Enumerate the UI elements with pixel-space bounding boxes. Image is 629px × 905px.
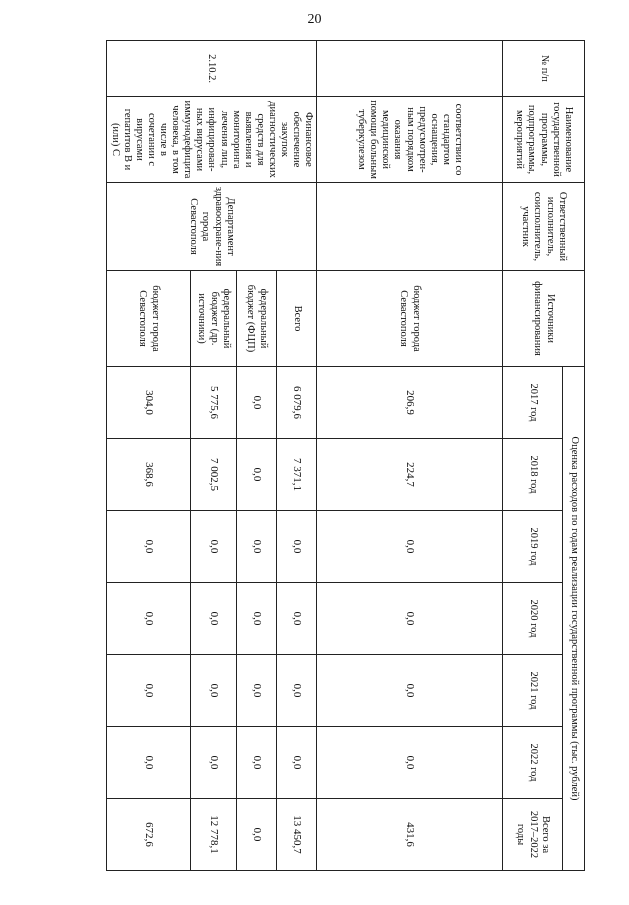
cont-value-2018: 224,7 [317,439,503,511]
header-source: Источники финансирования [503,271,585,367]
header-year-2021: 2021 год [503,655,563,727]
item-value: 7 371,1 [277,439,317,511]
cont-executor [317,183,503,271]
item-value: 0,0 [277,511,317,583]
cont-source: бюджет города Севастополя [317,271,503,367]
header-no: № п/п [503,41,585,97]
item-value: 0,0 [277,727,317,799]
item-value: 7 002,5 [191,439,237,511]
item-value: 0,0 [191,655,237,727]
header-total: Всего за 2017–2022 годы [503,799,563,871]
item-source-3: бюджет города Севастополя [106,271,190,367]
header-year-2019: 2019 год [503,511,563,583]
cont-value-2017: 206,9 [317,367,503,439]
header-name: Наименование государственной программы, подпрограммы, мероприятий [503,97,585,183]
item-value: 0,0 [237,727,277,799]
item-value: 0,0 [106,655,190,727]
item-executor: Департамент здравоохране-ния города Севастополя [106,183,316,271]
financing-table [106,40,585,871]
cont-value-2022: 0,0 [317,727,503,799]
item-source-0: Всего [277,271,317,367]
header-year-2018: 2018 год [503,439,563,511]
cont-value-2019: 0,0 [317,511,503,583]
item-value: 0,0 [191,727,237,799]
cont-no [317,41,503,97]
item-value-total: 13 450,7 [277,799,317,871]
item-value: 0,0 [106,583,190,655]
item-value: 6 079,6 [277,367,317,439]
header-year-2022: 2022 год [503,727,563,799]
header-year-2020: 2020 год [503,583,563,655]
page-number: 20 [307,12,322,27]
item-value: 0,0 [191,583,237,655]
header-estimate: Оценка расходов по годам реализации государственной программы (тыс. рублей) [563,367,585,871]
item-value-total: 12 778,1 [191,799,237,871]
item-value: 5 775,6 [191,367,237,439]
item-value: 0,0 [106,727,190,799]
cont-value-2021: 0,0 [317,655,503,727]
item-value-total: 0,0 [237,799,277,871]
cont-value-2020: 0,0 [317,583,503,655]
item-value-total: 672,6 [106,799,190,871]
item-value: 368,6 [106,439,190,511]
item-value: 304,0 [106,367,190,439]
item-value: 0,0 [191,511,237,583]
item-value: 0,0 [237,367,277,439]
item-value: 0,0 [237,439,277,511]
item-source-2: федеральный бюджет (др. источники) [191,271,237,367]
cont-value-total: 431,6 [317,799,503,871]
item-value: 0,0 [237,511,277,583]
rotated-table-wrapper [107,40,585,870]
cont-name: соответствии со стандартом оснащения, предусмотрен-ным порядком оказания медицинской помощи больным туберкулезом [317,97,503,183]
item-value: 0,0 [237,655,277,727]
item-value: 0,0 [106,511,190,583]
header-year-2017: 2017 год [503,367,563,439]
item-value: 0,0 [237,583,277,655]
item-name: Финансовое обеспечение закупок диагностических средств для выявления и мониторинга лечения лиц, инфицирован-ных вирусами иммунодефицита человека, в том числе в сочетании с вирусами гепатитов B и (или) C [106,97,316,183]
item-value: 0,0 [277,655,317,727]
header-executor: Ответственный исполнитель, соисполнитель, участник [503,183,585,271]
item-value: 0,0 [277,583,317,655]
item-no: 2.10.2. [106,41,316,97]
item-source-1: федеральный бюджет (ФЦП) [237,271,277,367]
